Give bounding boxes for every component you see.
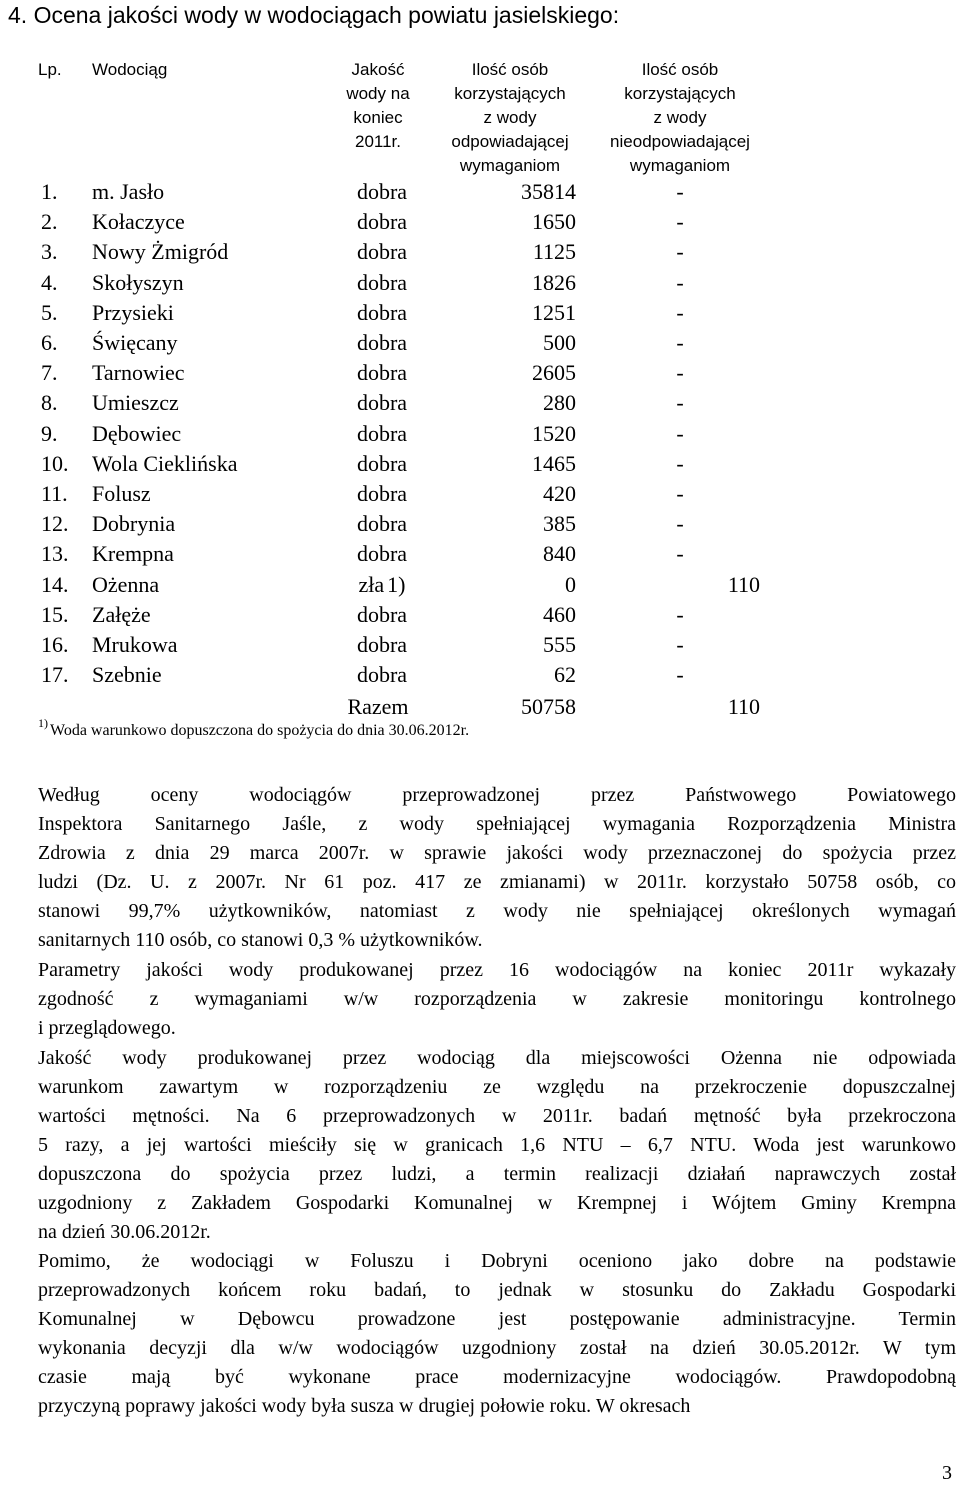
row-quality-text: dobra — [356, 270, 408, 295]
row-count-bad: - — [676, 300, 684, 325]
table-row — [0, 419, 960, 449]
paragraph-line: wykonania decyzji dla w/w wodociągów uzgodniony został na dzień 30.05.2012r. W tym — [38, 1337, 956, 1359]
paragraph — [38, 1044, 956, 1247]
row-quality — [312, 600, 452, 630]
header-count-bad-line: z wody — [653, 108, 707, 127]
row-lp: 17. — [41, 662, 69, 687]
header-count-ok-line: korzystających — [454, 84, 566, 103]
row-lp: 12. — [41, 511, 69, 536]
row-count-ok: 280 — [543, 390, 576, 415]
row-count-bad: - — [676, 662, 684, 687]
total-count-ok: 50758 — [521, 694, 576, 719]
header-count-bad-line: korzystających — [624, 84, 736, 103]
paragraph-line: Komunalnej w Dębowcu prowadzone jest postępowanie administracyjne. Termin — [38, 1308, 956, 1330]
table-total-row — [0, 692, 960, 722]
header-quality-line: koniec — [353, 108, 403, 127]
row-count-bad: - — [676, 330, 684, 355]
paragraph-line: warunkom zawartym w rozporządzeniu ze względu na przekroczenie dopuszczalnej — [38, 1076, 956, 1098]
paragraph-line: przyczyną poprawy jakości wody była susza w drugiej połowie roku. W okresach — [38, 1395, 691, 1417]
row-lp: 6. — [41, 330, 58, 355]
row-name: Nowy Żmigród — [92, 239, 229, 264]
paragraph-line: sanitarnych 110 osób, co stanowi 0,3 % użytkowników. — [38, 929, 483, 951]
row-quality — [312, 298, 452, 328]
row-quality — [312, 207, 452, 237]
header-quality-line: wody na — [346, 84, 410, 103]
header-count-ok-line: Ilość osób — [471, 60, 549, 79]
row-quality-text: dobra — [356, 481, 408, 506]
header-count-bad-line: Ilość osób — [641, 60, 719, 79]
row-count-ok: 555 — [543, 632, 576, 657]
row-quality-text: dobra — [356, 330, 408, 355]
row-quality-text: dobra — [356, 360, 408, 385]
paragraph-line: 5 razy, a jej wartości mieściły się w granicach 1,6 NTU – 6,7 NTU. Woda jest warunkowo — [38, 1134, 956, 1156]
row-quality-text: dobra — [356, 602, 408, 627]
header-count-ok-line: wymaganiom — [459, 156, 561, 175]
row-quality — [312, 479, 452, 509]
row-count-bad: - — [676, 602, 684, 627]
row-name: Przysieki — [92, 300, 174, 325]
section-heading: 4. Ocena jakości wody w wodociągach powiatu jasielskiego: — [8, 2, 620, 28]
row-lp: 1. — [41, 179, 58, 204]
row-count-ok: 2605 — [532, 360, 576, 385]
row-quality — [312, 177, 452, 207]
row-quality-text: dobra — [356, 390, 408, 415]
row-quality — [312, 328, 452, 358]
row-lp: 13. — [41, 541, 69, 566]
row-lp: 7. — [41, 360, 58, 385]
paragraph-line: Parametry jakości wody produkowanej przez 16 wodociągów na koniec 2011r wykazały — [38, 959, 956, 981]
row-count-bad: - — [676, 481, 684, 506]
row-quality-text: dobra — [356, 421, 408, 446]
row-quality — [312, 268, 452, 298]
row-quality-text: dobra — [356, 541, 408, 566]
row-quality — [312, 570, 452, 600]
row-lp: 5. — [41, 300, 58, 325]
row-name: Ożenna — [92, 572, 160, 597]
table-footnote — [38, 716, 470, 740]
row-quality — [312, 358, 452, 388]
row-quality — [312, 660, 452, 690]
table-row — [0, 298, 960, 328]
header-count-ok-line: odpowiadającej — [451, 132, 569, 151]
row-quality-text: zła — [358, 572, 385, 597]
header-name: Wodociąg — [92, 60, 168, 79]
header-count-ok-line: z wody — [483, 108, 537, 127]
row-name: m. Jasło — [92, 179, 165, 204]
row-count-ok: 1826 — [532, 270, 576, 295]
row-quality-text: dobra — [356, 239, 408, 264]
row-count-bad: - — [676, 239, 684, 264]
total-count-bad: 110 — [727, 694, 760, 719]
table-row — [0, 328, 960, 358]
row-count-bad: - — [676, 360, 684, 385]
row-count-ok: 1520 — [532, 421, 576, 446]
row-count-ok: 840 — [543, 541, 576, 566]
row-name: Skołyszyn — [92, 270, 184, 295]
row-quality — [312, 237, 452, 267]
row-quality-text: dobra — [356, 179, 408, 204]
row-lp: 15. — [41, 602, 69, 627]
row-lp: 8. — [41, 390, 58, 415]
row-quality — [312, 419, 452, 449]
row-count-ok: 420 — [543, 481, 576, 506]
row-name: Tarnowiec — [92, 360, 185, 385]
paragraph-line: ludzi (Dz. U. z 2007r. Nr 61 poz. 417 ze zmianami) w 2011r. korzystało 50758 osób, co — [38, 871, 956, 893]
header-count-bad-line: nieodpowiadającej — [610, 132, 750, 151]
header-count-bad — [595, 58, 765, 178]
paragraph-line: Inspektora Sanitarnego Jaśle, z wody spełniającej wymagania Rozporządzenia Ministra — [38, 813, 956, 835]
footnote-text: Woda warunkowo dopuszczona do spożycia do dnia 30.06.2012r. — [50, 722, 470, 739]
row-quality-text: dobra — [356, 511, 408, 536]
row-quality-text: dobra — [356, 632, 408, 657]
row-count-bad: - — [676, 451, 684, 476]
paragraph-line: dopuszczona do spożycia przez ludzi, a termin realizacji działań naprawczych został — [38, 1163, 956, 1185]
row-quality-text: dobra — [356, 662, 408, 687]
row-lp: 9. — [41, 421, 58, 446]
row-count-ok: 1465 — [532, 451, 576, 476]
row-quality-note: 1) — [387, 572, 406, 597]
row-quality — [312, 388, 452, 418]
row-lp: 2. — [41, 209, 58, 234]
row-lp: 11. — [41, 481, 68, 506]
row-lp: 4. — [41, 270, 58, 295]
table-row — [0, 207, 960, 237]
row-name: Krempna — [92, 541, 174, 566]
header-lp: Lp. — [38, 60, 62, 79]
header-count-bad-line: wymaganiom — [629, 156, 731, 175]
row-name: Folusz — [92, 481, 151, 506]
paragraph-line: stanowi 99,7% użytkowników, natomiast z wody nie spełniającej określonych wymagań — [38, 900, 956, 922]
row-quality — [312, 630, 452, 660]
paragraph-line: czasie mają być wykonane prace modernizacyjne wodociągów. Prawdopodobną — [38, 1366, 956, 1388]
row-count-ok: 1125 — [532, 239, 576, 264]
paragraph-line: na dzień 30.06.2012r. — [38, 1221, 211, 1243]
row-name: Mrukowa — [92, 632, 178, 657]
row-count-bad: - — [676, 541, 684, 566]
row-count-bad: - — [676, 209, 684, 234]
table-row — [0, 449, 960, 479]
row-quality — [312, 449, 452, 479]
header-quality — [318, 58, 438, 154]
paragraph-line: Zdrowia z dnia 29 marca 2007r. w sprawie jakości wody przeznaczonej do spożycia przez — [38, 842, 956, 864]
table-row — [0, 358, 960, 388]
header-quality-line: 2011r. — [354, 132, 401, 151]
row-count-ok: 460 — [543, 602, 576, 627]
row-count-bad: - — [676, 390, 684, 415]
paragraph-line: Jakość wody produkowanej przez wodociąg dla miejscowości Ożenna nie odpowiada — [38, 1047, 956, 1069]
paragraph — [38, 781, 956, 955]
table-row — [0, 479, 960, 509]
row-name: Załęże — [92, 602, 151, 627]
row-quality — [312, 539, 452, 569]
row-count-bad: - — [676, 179, 684, 204]
row-name: Szebnie — [92, 662, 162, 687]
paragraph-line: przeprowadzonych końcem roku badań, to jednak w stosunku do Zakładu Gospodarki — [38, 1279, 956, 1301]
row-name: Dobrynia — [92, 511, 176, 536]
row-quality — [312, 509, 452, 539]
row-count-ok: 0 — [565, 572, 576, 597]
table-row — [0, 268, 960, 298]
row-count-bad: - — [676, 421, 684, 446]
header-count-ok — [430, 58, 590, 178]
table-row — [0, 630, 960, 660]
header-quality-line: Jakość — [351, 60, 405, 79]
row-count-bad: - — [676, 511, 684, 536]
table-row — [0, 539, 960, 569]
row-name: Wola Cieklińska — [92, 451, 238, 476]
row-count-bad: - — [676, 270, 684, 295]
row-count-ok: 385 — [543, 511, 576, 536]
table-row — [0, 600, 960, 630]
row-name: Kołaczyce — [92, 209, 185, 234]
paragraph — [38, 1247, 956, 1421]
row-name: Święcany — [92, 330, 178, 355]
row-count-ok: 62 — [554, 662, 576, 687]
table-row — [0, 388, 960, 418]
paragraph-line: Według oceny wodociągów przeprowadzonej przez Państwowego Powiatowego — [38, 784, 956, 806]
paragraph — [38, 956, 956, 1043]
row-count-bad: - — [676, 632, 684, 657]
page-number: 3 — [942, 1462, 952, 1484]
row-quality-text: dobra — [356, 451, 408, 476]
paragraph-line: zgodność z wymaganiami w/w rozporządzenia w zakresie monitoringu kontrolnego — [38, 988, 956, 1010]
row-count-ok: 1251 — [532, 300, 576, 325]
table-row — [0, 570, 960, 600]
paragraph-line: uzgodniony z Zakładem Gospodarki Komunalnej w Krempnej i Wójtem Gminy Krempna — [38, 1192, 956, 1214]
row-lp: 10. — [41, 451, 69, 476]
row-count-ok: 35814 — [521, 179, 576, 204]
table-row — [0, 660, 960, 690]
row-name: Umieszcz — [92, 390, 179, 415]
table-row — [0, 509, 960, 539]
paragraph-line: wartości mętności. Na 6 przeprowadzonych w 2011r. badań mętność była przekroczona — [38, 1105, 956, 1127]
row-quality-text: dobra — [356, 209, 408, 234]
row-quality-text: dobra — [356, 300, 408, 325]
table-row — [0, 177, 960, 207]
row-count-ok: 500 — [543, 330, 576, 355]
total-label: Razem — [347, 694, 409, 719]
paragraph-line: Pomimo, że wodociągi w Foluszu i Dobryni oceniono jako dobre na podstawie — [38, 1250, 956, 1272]
row-lp: 14. — [41, 572, 69, 597]
table-row — [0, 237, 960, 267]
paragraph-line: i przeglądowego. — [38, 1017, 176, 1039]
footnote-mark: 1) — [38, 716, 48, 730]
row-count-bad: 110 — [727, 572, 760, 597]
row-count-ok: 1650 — [532, 209, 576, 234]
row-lp: 3. — [41, 239, 58, 264]
row-name: Dębowiec — [92, 421, 182, 446]
row-lp: 16. — [41, 632, 69, 657]
